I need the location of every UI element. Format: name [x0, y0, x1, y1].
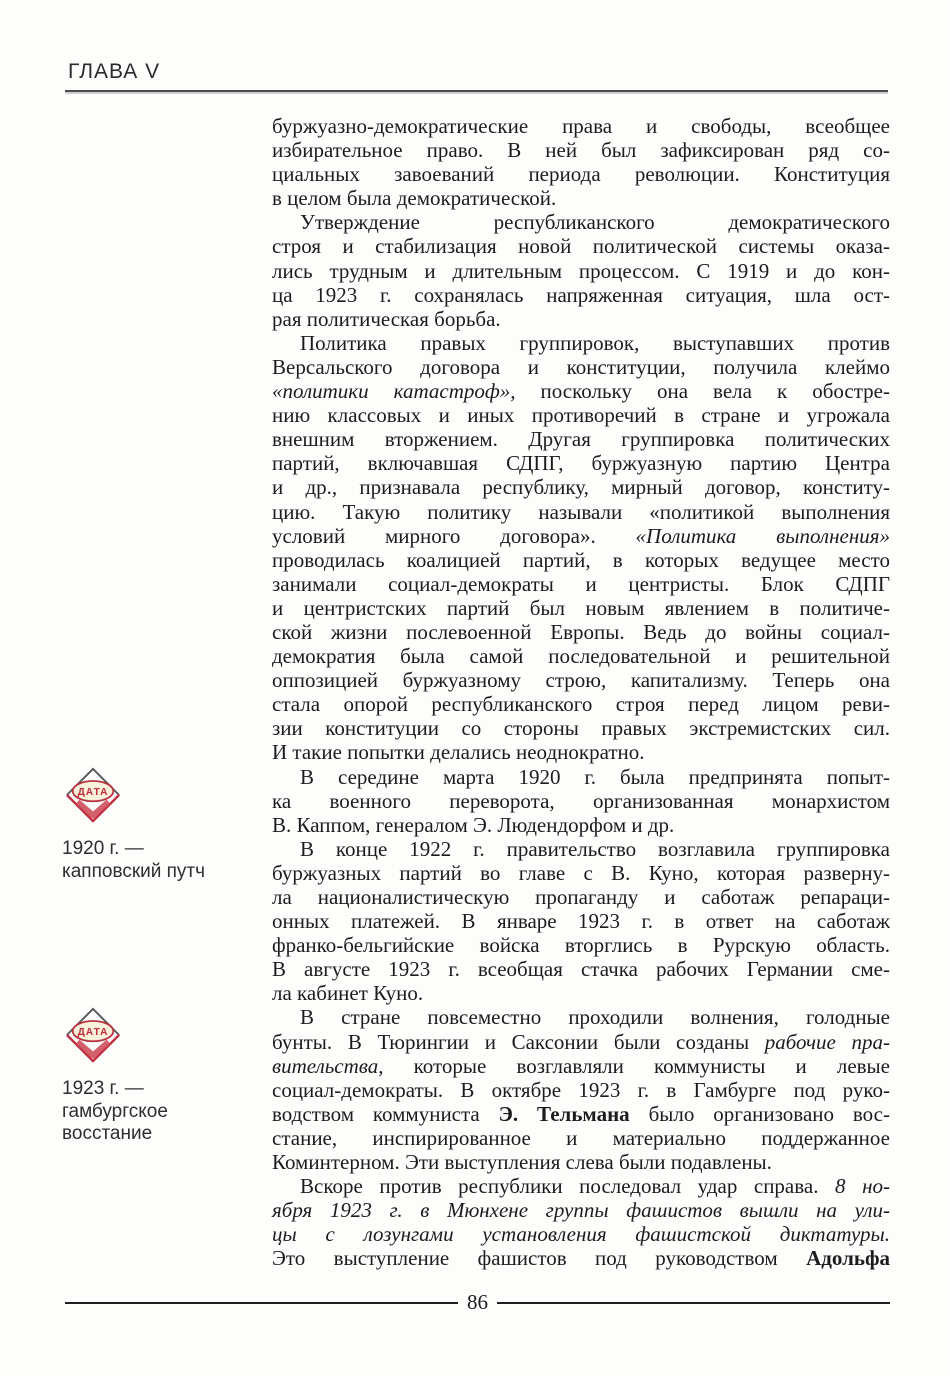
text-line: нию классовых и иных противоречий в стране и угрожала [272, 403, 890, 428]
text-line: Вскоре против республики последовал удар справа. 8 но- [300, 1174, 890, 1199]
text-line: И такие попытки делались неоднократно. [272, 740, 645, 765]
footer-rule-right [497, 1302, 890, 1304]
chapter-heading: ГЛАВА V [68, 60, 161, 83]
text-line: внешним вторжением. Другая группировка политических [272, 427, 890, 452]
margin-note-line: восстание [62, 1123, 153, 1144]
text-line: Политика правых группировок, выступавших против [300, 330, 890, 355]
margin-note-line: 1923 г. — [62, 1078, 144, 1099]
text-line: партий, включавшая СДПГ, буржуазную партию Центра [272, 451, 890, 476]
text-line: рая политическая борьба. [272, 306, 501, 331]
text-line: ка военного переворота, организованная монархистом [272, 788, 890, 813]
text-line: ла кабинет Куно. [272, 981, 424, 1006]
margin-note-line: 1920 г. — [62, 838, 144, 859]
text-line: строя и стабилизация новой политической системы оказа- [272, 234, 890, 259]
text-line: буржуазных партий во главе с В. Куно, которая разверну- [272, 860, 890, 885]
paragraph [272, 331, 890, 765]
text-line: ской жизни послевоенной Европы. Ведь до войны социал- [272, 619, 890, 644]
text-line: демократия была самой последовательной и решительной [272, 644, 890, 669]
text-line: в целом была демократической. [272, 186, 557, 211]
text-line: Утверждение республиканского демократического [300, 210, 890, 235]
page-footer [65, 1290, 890, 1315]
margin-note-caption [62, 838, 262, 883]
text-line: условий мирного договора». «Политика выполнения» [272, 523, 890, 548]
text-line: В конце 1922 г. правительство возглавила группировка [300, 836, 890, 861]
margin-note-caption [62, 1078, 262, 1146]
margin-note-line: гамбургское [62, 1100, 168, 1122]
text-line: В августе 1923 г. всеобщая стачка рабочих Германии сме- [272, 957, 890, 982]
text-line: занимали социал-демократы и центристы. Блок СДПГ [272, 571, 890, 596]
margin-note-1920 [62, 766, 262, 883]
text-line: стание, инспирированное и материально поддержанное [272, 1125, 890, 1150]
text-line: водством коммуниста Э. Тельмана было организовано вос- [272, 1101, 890, 1126]
page-number: 86 [467, 1290, 488, 1314]
text-line: бунты. В Тюрингии и Саксонии были созданы рабочие пра- [272, 1029, 890, 1054]
text-line: В. Каппом, генералом Э. Людендорфом и др. [272, 812, 675, 837]
text-line: В середине марта 1920 г. была предпринята попыт- [300, 764, 890, 789]
footer-rule-left [65, 1302, 458, 1304]
text-line: проводилась коалицией партий, в которых ведущее место [272, 547, 890, 572]
paragraph [272, 1174, 890, 1270]
paragraph [272, 114, 890, 210]
paragraph [272, 1005, 890, 1174]
text-line: Версальского договора и конституции, получила клеймо [272, 354, 890, 379]
margin-note-1923 [62, 1006, 262, 1146]
text-line: стала опорой республиканского строя перед лицом реви- [272, 692, 890, 717]
data-badge-icon [64, 1006, 122, 1064]
text-line: социал-демократы. В октябре 1923 г. в Гамбурге под руко- [272, 1077, 890, 1102]
paragraph [272, 765, 890, 837]
text-line: и др., признавала республику, мирный договор, конститу- [272, 475, 890, 500]
text-line: буржуазно-демократические права и свободы, всеобщее [272, 114, 890, 138]
data-badge-icon [64, 766, 122, 824]
text-line: оппозицией буржуазному строю, капитализму. Теперь она [272, 668, 890, 693]
text-line: цы с лозунгами установления фашистской диктатуры. [272, 1222, 890, 1247]
text-line: лись трудным и длительным процессом. С 1919 и до кон- [272, 258, 890, 283]
text-line: зии конституции со стороны правых экстремистских сил. [272, 716, 890, 741]
text-line: циальных завоеваний периода революции. Конституция [272, 162, 890, 187]
text-line: цию. Такую политику называли «политикой выполнения [272, 499, 890, 524]
paragraph [272, 837, 890, 1006]
paragraph [272, 210, 890, 330]
text-line: ября 1923 г. в Мюнхене группы фашистов вышли на ули- [272, 1198, 890, 1223]
text-line: «политики катастроф», поскольку она вела к обостре- [272, 379, 890, 404]
header-rule [65, 90, 888, 94]
text-line: В стране повсеместно проходили волнения, голодные [300, 1005, 890, 1030]
badge-label: ДАТА [77, 787, 109, 798]
text-line: ца 1923 г. сохранялась напряженная ситуация, шла ост- [272, 282, 890, 307]
text-line: Коминтерном. Эти выступления слева были подавлены. [272, 1150, 772, 1175]
text-line: и центристских партий был новым явлением в политиче- [272, 595, 890, 620]
text-line: ла националистическую пропаганду и саботаж репараци- [272, 885, 890, 909]
text-line: вительства, которые возглавляли коммунисты и левые [272, 1053, 890, 1078]
badge-label: ДАТА [77, 1027, 109, 1038]
margin-note-line: капповский путч [62, 860, 206, 882]
body-text [272, 114, 890, 1271]
text-line: Это выступление фашистов под руководством Адольфа [272, 1246, 890, 1271]
text-line: франко-бельгийские войска вторглись в Рурскую область. [272, 933, 890, 958]
text-line: онных платежей. В январе 1923 г. в ответ на саботаж [272, 909, 890, 934]
text-line: избирательное право. В ней был зафиксирован ряд со- [272, 138, 890, 163]
